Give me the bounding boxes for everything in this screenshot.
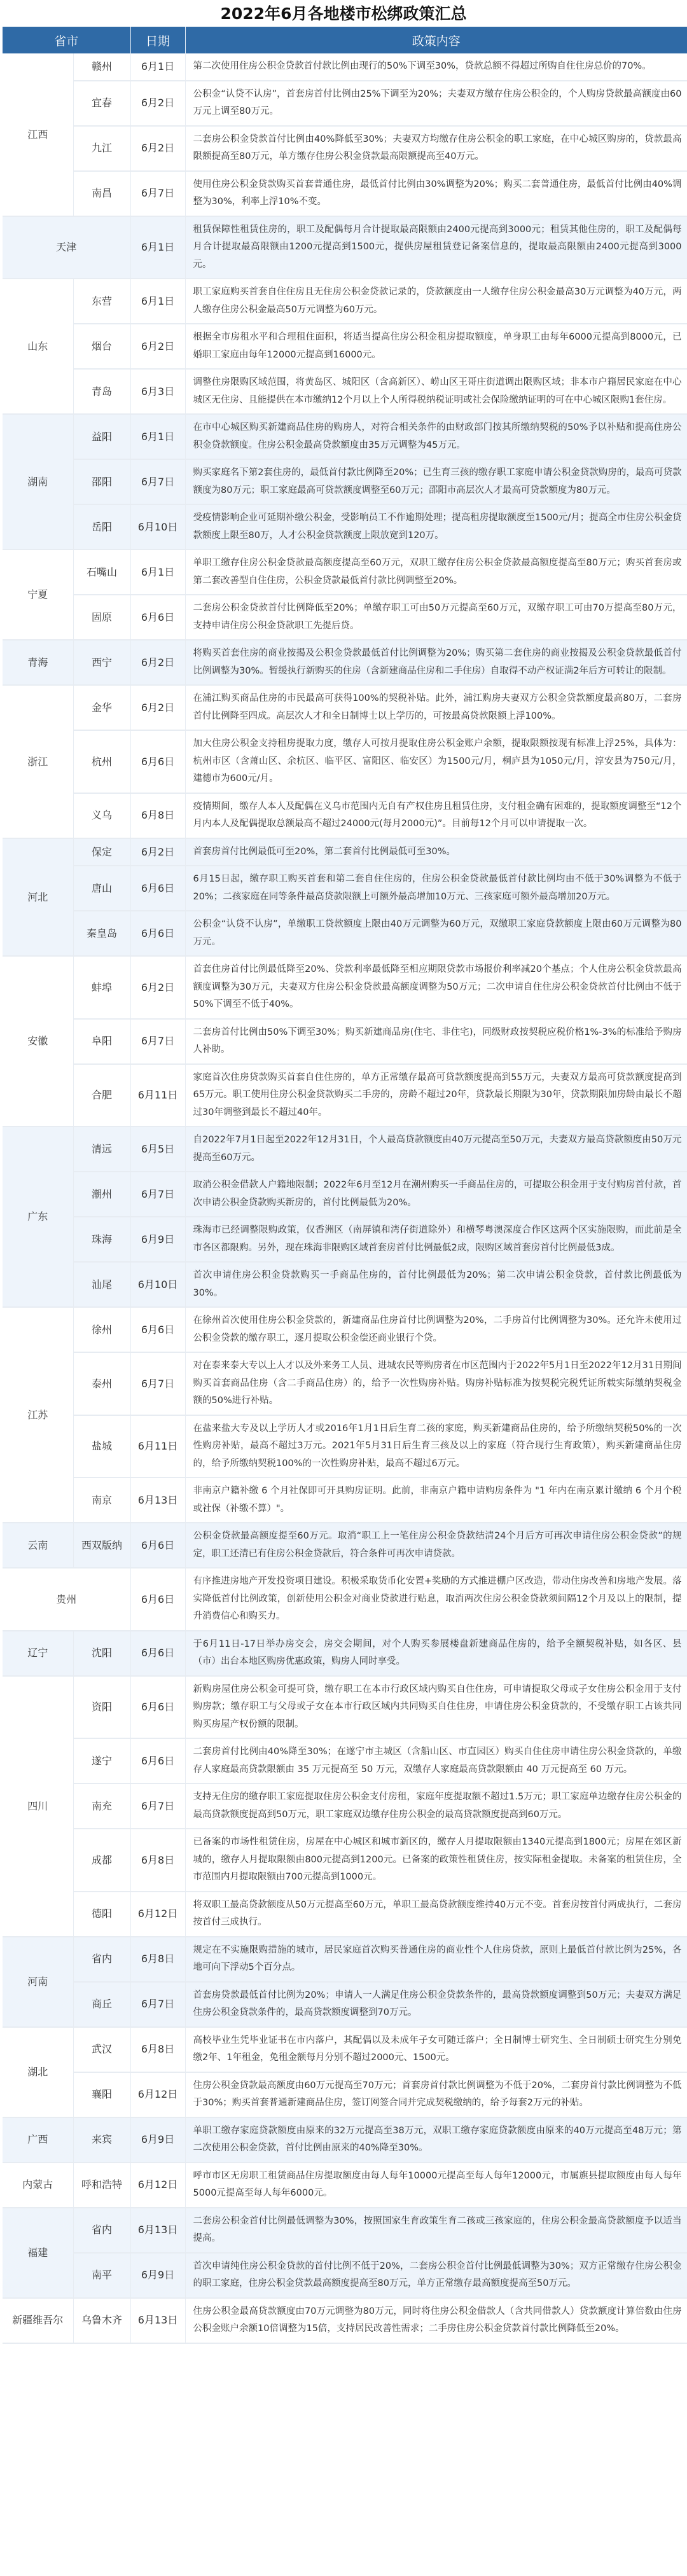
city-cell: 资阳 — [73, 1676, 130, 1739]
city-cell: 成都 — [73, 1829, 130, 1892]
page-title: 2022年6月各地楼市松绑政策汇总 — [220, 4, 467, 23]
city-cell: 南充 — [73, 1783, 130, 1829]
city-cell: 东营 — [73, 279, 130, 324]
table-row — [3, 279, 687, 324]
province-cell: 江苏 — [3, 1307, 73, 1523]
policy-content-cell: 购买家庭名下第2套住房的，最低首付款比例降至20%；已生育三孩的缴存职工家庭申请公积金贷款购房的，最高可贷款额度为80万元；职工家庭最高可贷款额度调整至60万元；邵阳市高层次人才最高可贷款额度为80万元。 — [185, 459, 687, 504]
table-row — [3, 838, 687, 866]
table-row — [3, 1262, 687, 1307]
table-row — [3, 550, 687, 595]
table-row — [3, 504, 687, 550]
table-row — [3, 730, 687, 793]
table-row — [3, 1415, 687, 1478]
city-cell: 武汉 — [73, 2027, 130, 2072]
table-row — [3, 1892, 687, 1937]
date-cell: 6月13日 — [130, 1478, 185, 1523]
province-cell: 青海 — [3, 640, 73, 685]
policy-content-cell: 将双职工最高贷款额度从50万元提高至60万元，单职工最高贷款额度维持40万元不变。首套房按首付两成执行，二套房按首付三成执行。 — [185, 1892, 687, 1937]
date-cell: 6月6日 — [130, 1307, 185, 1352]
policy-content-cell: 于6月11日-17日举办房交会，房交会期间，对个人购买参展楼盘新建商品住房的，给予全额契税补贴，如各区、县（市）出台本地区购房优惠政策，购房人同时享受。 — [185, 1631, 687, 1676]
policy-content-cell: 住房公积金最高贷款额度由70万元调整为80万元，同时将住房公积金借款人（含共同借款人）贷款额度计算倍数由住房公积金账户余额10倍调整为15倍，支持居民改善性需求；二手房住房公积金贷款首付款比例降低至20%。 — [185, 2298, 687, 2343]
date-cell: 6月12日 — [130, 2163, 185, 2208]
date-cell: 6月7日 — [130, 1172, 185, 1217]
date-cell: 6月9日 — [130, 1217, 185, 1262]
date-cell: 6月1日 — [130, 414, 185, 459]
city-cell: 省内 — [73, 2208, 130, 2253]
date-cell: 6月1日 — [130, 279, 185, 324]
date-cell: 6月2日 — [130, 685, 185, 730]
policy-content-cell: 受疫情影响企业可延期补缴公积金，受影响员工不作逾期处理；提高租房提取额度至1500元/月；提高全市住房公积金贷款额度上限至80万，人才公积金贷款额度上限放宽到120万。 — [185, 504, 687, 550]
table-row — [3, 595, 687, 640]
table-row — [3, 1738, 687, 1783]
city-cell: 赣州 — [73, 53, 130, 81]
date-cell: 6月6日 — [130, 1738, 185, 1783]
city-cell: 蚌埠 — [73, 956, 130, 1019]
province-cell: 宁夏 — [3, 550, 73, 640]
table-row — [3, 171, 687, 216]
table-row — [3, 2117, 687, 2163]
city-cell: 徐州 — [73, 1307, 130, 1352]
province-cell: 广西 — [3, 2117, 73, 2163]
province-cell: 天津 — [3, 216, 130, 279]
city-cell: 西宁 — [73, 640, 130, 685]
table-row — [3, 1307, 687, 1352]
city-cell: 汕尾 — [73, 1262, 130, 1307]
province-cell: 湖南 — [3, 414, 73, 550]
policy-content-cell: 有序推进房地产开发投资项目建设。积极采取货币化安置+奖励的方式推进棚户区改造，带动住房改善和房地产发展。落实降低首付比例政策，创新使用公积金对商业贷款进行贴息，取消两次住房公积金贷款须间隔12个月及以上的限制，提升消费信心和购买力。 — [185, 1568, 687, 1631]
policy-content-cell: 住房公积金贷款最高额度由60万元提高至70万元；首套房首付款比例调整为不低于20%，二套房首付款比例调整为不低于30%；购买首套普通新建商品住房，签订网签合同并完成契税缴纳的，给予每套2万元的补贴。 — [185, 2072, 687, 2117]
date-cell: 6月2日 — [130, 640, 185, 685]
date-cell: 6月9日 — [130, 2253, 185, 2298]
date-cell: 6月2日 — [130, 956, 185, 1019]
date-cell: 6月6日 — [130, 595, 185, 640]
policy-content-cell: 自2022年7月1日起至2022年12月31日，个人最高贷款额度由40万元提高至50万元，夫妻双方最高贷款额度由50万元提高至60万元。 — [185, 1126, 687, 1172]
date-cell: 6月6日 — [130, 911, 185, 956]
date-cell: 6月11日 — [130, 1064, 185, 1127]
province-cell: 安徽 — [3, 956, 73, 1126]
table-row — [3, 1352, 687, 1415]
city-cell: 泰州 — [73, 1352, 130, 1415]
policy-content-cell: 首次申请住房公积金贷款购买一手商品住房的，首付比例最低为20%；第二次申请公积金贷款，首付款比例最低为30%。 — [185, 1262, 687, 1307]
policy-content-cell: 根据全市房租水平和合理租住面积，将适当提高住房公积金租房提取额度，单身职工由每年6000元提高到8000元，已婚职工家庭由每年12000元提高到16000元。 — [185, 324, 687, 369]
table-row — [3, 911, 687, 956]
policy-content-cell: 第二次使用住房公积金贷款首付款比例由现行的50%下调至30%，贷款总额不得超过所购自住住房总价的70%。 — [185, 53, 687, 81]
city-cell: 清远 — [73, 1126, 130, 1172]
header-date: 日期 — [130, 27, 185, 53]
table-row — [3, 1676, 687, 1739]
policy-content-cell: 非南京户籍补缴 6 个月社保即可开具购房证明。此前，非南京户籍申请购房条件为 "1 年内在南京累计缴纳 6 个月个税或社保（补缴不算）"。 — [185, 1478, 687, 1523]
date-cell: 6月2日 — [130, 126, 185, 171]
table-row — [3, 793, 687, 838]
city-cell: 益阳 — [73, 414, 130, 459]
table-row — [3, 1937, 687, 1982]
policy-content-cell: 规定在不实施限购措施的城市，居民家庭首次购买普通住房的商业性个人住房贷款，原则上最低首付款比例为25%，各地可向下浮动5个百分点。 — [185, 1937, 687, 1982]
city-cell: 金华 — [73, 685, 130, 730]
city-cell: 省内 — [73, 1937, 130, 1982]
province-cell: 江西 — [3, 53, 73, 216]
date-cell: 6月6日 — [130, 1631, 185, 1676]
table-row — [3, 640, 687, 685]
date-cell: 6月11日 — [130, 1415, 185, 1478]
city-cell: 岳阳 — [73, 504, 130, 550]
city-cell: 乌鲁木齐 — [73, 2298, 130, 2343]
city-cell: 宜春 — [73, 81, 130, 126]
date-cell: 6月13日 — [130, 2298, 185, 2343]
city-cell: 南京 — [73, 1478, 130, 1523]
table-row — [3, 1217, 687, 1262]
city-cell: 阜阳 — [73, 1019, 130, 1064]
table-row — [3, 1829, 687, 1892]
date-cell: 6月7日 — [130, 1982, 185, 2027]
policy-content-cell: 对在泰来泰大专以上人才以及外来务工人员、进城农民等购房者在市区范围内于2022年5月1日至2022年12月31日期间购买首套商品住房（含二手商品住房）的，给予一次性购房补贴。购房补贴标准为按契税完税凭证所载实际缴纳契税金额的50%进行补贴。 — [185, 1352, 687, 1415]
date-cell: 6月8日 — [130, 2027, 185, 2072]
city-cell: 德阳 — [73, 1892, 130, 1937]
table-row — [3, 369, 687, 414]
policy-content-cell: 公积金贷款最高额度提至60万元。取消“职工上一笔住房公积金贷款结清24个月后方可再次申请住房公积金贷款”的规定，职工还清已有住房公积金贷款后，符合条件可再次申请贷款。 — [185, 1523, 687, 1568]
date-cell: 6月2日 — [130, 324, 185, 369]
table-row — [3, 81, 687, 126]
date-cell: 6月1日 — [130, 216, 185, 279]
date-cell: 6月10日 — [130, 1262, 185, 1307]
policy-content-cell: 二套房公积金贷款首付比例由40%降低至30%；夫妻双方均缴存住房公积金的职工家庭，在中心城区购房的，贷款最高限额提高至80万元，单方缴存住房公积金贷款最高限额提高至40万元。 — [185, 126, 687, 171]
policy-content-cell: 疫情期间，缴存人本人及配偶在义乌市范围内无自有产权住房且租赁住房，支付租金确有困难的，提取额度调整至“12个月内本人及配偶提取总额最高不超过24000元(每月2000元)”。目前每12个月可以申请提取一次。 — [185, 793, 687, 838]
policy-content-cell: 家庭首次住房贷款购买首套自住住房的，单方正常缴存最高可贷款额度提高到55万元，夫妻双方最高可贷款额度提高到65万元。职工使用住房公积金贷款购买二手房的，房龄不超过20年，贷款最长期限为30年，贷款期限加房龄由最长不超过30年调整到最长不超过40年。 — [185, 1064, 687, 1127]
date-cell: 6月1日 — [130, 550, 185, 595]
policy-content-cell: 公积金“认贷不认房”，首套房首付比例由25%下调至为20%；夫妻双方缴存住房公积金的，个人购房贷款最高额度由60万元上调至80万元。 — [185, 81, 687, 126]
policy-content-cell: 支持无住房的缴存职工家庭提取住房公积金支付房租，家庭年度提取额不超过1.5万元；职工家庭单边缴存住房公积金的最高贷款额度提高到50万元，职工家庭双边缴存住房公积金的最高贷款额度提高到60万元。 — [185, 1783, 687, 1829]
province-cell: 湖北 — [3, 2027, 73, 2117]
province-cell: 河北 — [3, 838, 73, 957]
policy-content-cell: 在盐来盐大专及以上学历人才或2016年1月1日后生育二孩的家庭，购买新建商品住房的，给予所缴纳契税50%的一次性购房补贴，最高不超过3万元。2021年5月31日后生育三孩及以上的家庭（符合现行生育政策），购买新建商品住房的，给予所缴纳契税100%的一次性购房补贴，最高不超过6万元。 — [185, 1415, 687, 1478]
policy-content-cell: 使用住房公积金贷款购买首套普通住房，最低首付比例由30%调整为20%；购买二套普通住房，最低首付比例由40%调整为30%，利率上浮10%不变。 — [185, 171, 687, 216]
policy-content-cell: 将购买首套住房的商业按揭及公积金贷款最低首付比例调整为20%；购买第二套住房的商业按揭及公积金贷款最低首付比例调整为30%。暂缓执行新购买的住房（含新建商品住房和二手住房）自取得不动产权证满2年后方可转让的限制。 — [185, 640, 687, 685]
date-cell: 6月5日 — [130, 1126, 185, 1172]
city-cell: 珠海 — [73, 1217, 130, 1262]
city-cell: 南平 — [73, 2253, 130, 2298]
date-cell: 6月2日 — [130, 81, 185, 126]
province-cell: 福建 — [3, 2208, 73, 2298]
table-row — [3, 685, 687, 730]
policy-content-cell: 首套房首付比例最低可至20%，第二套首付比例最低可至30%。 — [185, 838, 687, 866]
date-cell: 6月13日 — [130, 2208, 185, 2253]
policy-content-cell: 在徐州首次使用住房公积金贷款的，新建商品住房首付比例调整为20%，二手房首付比例调整为30%。还允许未使用过公积金贷款的缴存职工，逐月提取公积金偿还商业银行个贷。 — [185, 1307, 687, 1352]
policy-table — [3, 27, 687, 2344]
table-row — [3, 126, 687, 171]
city-cell: 西双版纳 — [73, 1523, 130, 1568]
policy-content-cell: 首次申请纯住房公积金贷款的首付比例不低于20%，二套房公积金首付比例最低调整为30%；双方正常缴存住房公积金的职工家庭，住房公积金贷款最高额度提高至80万元，单方正常缴存最高额度提高至50万元。 — [185, 2253, 687, 2298]
table-row — [3, 2072, 687, 2117]
date-cell: 6月6日 — [130, 866, 185, 911]
policy-content-cell: 首套住房首付比例最低降至20%、贷款利率最低降至相应期限贷款市场报价利率减20个基点；个人住房公积金贷款最高额度调整为30万元，夫妻双方住房公积金贷款最高额度调整为50万元；二次申请自住住房公积金贷款首付比例由不低于50%下调至不低于40%。 — [185, 956, 687, 1019]
policy-content-cell: 二套房公积金贷款首付比例降低至20%；单缴存职工可由50万元提高至60万元，双缴存职工可由70万提高至80万元，支持申请住房公积金贷款职工先提后贷。 — [185, 595, 687, 640]
province-cell: 云南 — [3, 1523, 73, 1568]
date-cell: 6月10日 — [130, 504, 185, 550]
date-cell: 6月8日 — [130, 1937, 185, 1982]
table-row — [3, 1982, 687, 2027]
header-province: 省市 — [3, 27, 130, 53]
city-cell: 来宾 — [73, 2117, 130, 2163]
bottom-divider — [0, 2344, 687, 2348]
city-cell: 襄阳 — [73, 2072, 130, 2117]
policy-content-cell: 职工家庭购买首套自住住房且无住房公积金贷款记录的，贷款额度由一人缴存住房公积金最高30万元调整为40万元，两人缴存住房公积金最高50万元调整为60万元。 — [185, 279, 687, 324]
policy-content-cell: 高校毕业生凭毕业证书在市内落户，其配偶以及未成年子女可随迁落户；全日制博士研究生、全日制硕士研究生分别免缴2年、1年租金，免租金额每月分别不超过2000元、1500元。 — [185, 2027, 687, 2072]
table-row — [3, 2298, 687, 2343]
table-row — [3, 2208, 687, 2253]
policy-content-cell: 取消公积金借款人户籍地限制；2022年6月至12月在潮州购买一手商品住房的，可提取公积金用于支付购房首付款，首次申请公积金贷款购买新房的，首付比例最低为20%。 — [185, 1172, 687, 1217]
table-row — [3, 2027, 687, 2072]
table-row — [3, 1064, 687, 1127]
policy-content-cell: 单职工缴存住房公积金贷款最高额度提高至60万元，双职工缴存住房公积金贷款最高额度提高至80万元；购买首套房或第二套改善型自住住房，公积金贷款最低首付款比例调整至20%。 — [185, 550, 687, 595]
table-row — [3, 459, 687, 504]
province-cell: 广东 — [3, 1126, 73, 1307]
table-row — [3, 866, 687, 911]
policy-content-cell: 调整住房限购区域范围，将黄岛区、城阳区（含高新区）、崂山区王哥庄街道调出限购区域；非本市户籍居民家庭在中心城区无住房、且能提供在本市缴纳12个月以上个人所得税纳税证明或社会保险缴纳证明的可在中心城区限购1套住房。 — [185, 369, 687, 414]
table-row — [3, 324, 687, 369]
city-cell: 商丘 — [73, 1982, 130, 2027]
date-cell: 6月7日 — [130, 459, 185, 504]
province-cell: 山东 — [3, 279, 73, 414]
table-row — [3, 2163, 687, 2208]
city-cell: 呼和浩特 — [73, 2163, 130, 2208]
date-cell: 6月7日 — [130, 171, 185, 216]
date-cell: 6月8日 — [130, 793, 185, 838]
policy-content-cell: 二套房首付比例由50%下调至30%；购买新建商品房(住宅、非住宅)，同级财政按契税应税价格1%-3%的标准给予购房人补助。 — [185, 1019, 687, 1064]
date-cell: 6月6日 — [130, 730, 185, 793]
table-row — [3, 53, 687, 81]
city-cell: 烟台 — [73, 324, 130, 369]
table-row — [3, 216, 687, 279]
province-cell: 贵州 — [3, 1568, 130, 1631]
table-row — [3, 1631, 687, 1676]
table-row — [3, 956, 687, 1019]
date-cell: 6月3日 — [130, 369, 185, 414]
policy-content-cell: 在浦江购买商品住房的市民最高可获得100%的契税补贴。此外，浦江购房夫妻双方公积金贷款额度最高80万，二套房首付比例降至四成。高层次人才和全日制博士以上学历的，可按最高贷款限额上浮100%。 — [185, 685, 687, 730]
policy-content-cell: 珠海市已经调整限购政策，仅香洲区（南屏镇和湾仔街道除外）和横琴粤澳深度合作区这两个区实施限购，而此前是全市各区都限购。另外，现在珠海非限购区域首套房首付比例最低2成，限购区域首套房首付比例最低3成。 — [185, 1217, 687, 1262]
date-cell: 6月12日 — [130, 2072, 185, 2117]
city-cell: 石嘴山 — [73, 550, 130, 595]
city-cell: 盐城 — [73, 1415, 130, 1478]
date-cell: 6月1日 — [130, 53, 185, 81]
province-cell: 河南 — [3, 1937, 73, 2027]
city-cell: 沈阳 — [73, 1631, 130, 1676]
province-cell: 内蒙古 — [3, 2163, 73, 2208]
city-cell: 义乌 — [73, 793, 130, 838]
province-cell: 四川 — [3, 1676, 73, 1937]
city-cell: 遂宁 — [73, 1738, 130, 1783]
city-cell: 潮州 — [73, 1172, 130, 1217]
policy-content-cell: 二套房公积金首付比例最低调整为30%，按照国家生育政策生育二孩或三孩家庭的，住房公积金最高贷款额度予以适当提高。 — [185, 2208, 687, 2253]
city-cell: 保定 — [73, 838, 130, 866]
date-cell: 6月7日 — [130, 1783, 185, 1829]
province-cell: 辽宁 — [3, 1631, 73, 1676]
date-cell: 6月6日 — [130, 1568, 185, 1631]
date-cell: 6月9日 — [130, 2117, 185, 2163]
city-cell: 秦皇岛 — [73, 911, 130, 956]
table-row — [3, 1019, 687, 1064]
header-content: 政策内容 — [185, 27, 687, 53]
table-row — [3, 414, 687, 459]
policy-content-cell: 呼市市区无房职工租赁商品住房提取额度由每人每年10000元提高至每人每年12000元，市属旗县提取额度由每人每年5000元提高至每人每年6000元。 — [185, 2163, 687, 2208]
city-cell: 合肥 — [73, 1064, 130, 1127]
table-row — [3, 1523, 687, 1568]
city-cell: 九江 — [73, 126, 130, 171]
policy-content-cell: 加大住房公积金支持租房提取力度，缴存人可按月提取住房公积金账户余额，提取限额按现有标准上浮25%，具体为：杭州市区（含萧山区、余杭区、临平区、富阳区、临安区）为1500元/月，桐庐县为1050元/月，淳安县为750元/月，建德市为600元/月。 — [185, 730, 687, 793]
date-cell: 6月8日 — [130, 1829, 185, 1892]
province-cell: 浙江 — [3, 685, 73, 838]
table-row — [3, 1568, 687, 1631]
date-cell: 6月7日 — [130, 1019, 185, 1064]
table-body — [3, 53, 687, 2343]
city-cell: 固原 — [73, 595, 130, 640]
policy-content-cell: 租赁保障性租赁住房的，职工及配偶每月合计提取最高限额由2400元提高到3000元；租赁其他住房的，职工及配偶每月合计提取最高限额由1200元提高到1500元，提供房屋租赁登记备案信息的，提取最高限额由2400元提高到3000元。 — [185, 216, 687, 279]
table-row — [3, 1478, 687, 1523]
policy-content-cell: 公积金“认贷不认房”，单缴职工贷款额度上限由40万元调整为60万元，双缴职工家庭贷款额度上限由60万元调整为80万元。 — [185, 911, 687, 956]
table-row — [3, 1126, 687, 1172]
city-cell: 唐山 — [73, 866, 130, 911]
table-header — [3, 27, 687, 53]
table-row — [3, 2253, 687, 2298]
policy-content-cell: 新购房屋住房公积金可提可贷，缴存职工在本市行政区域内购买自住住房，可申请提取父母或子女住房公积金用于支付购房款；缴存职工与父母或子女在本市行政区域内共同购买自住住房，申请住房公积金贷款的，不受缴存职工占该共同购买房屋产权份额的限制。 — [185, 1676, 687, 1739]
table-row — [3, 1172, 687, 1217]
date-cell: 6月12日 — [130, 1892, 185, 1937]
policy-content-cell: 在市中心城区购买新建商品住房的购房人，对符合相关条件的由财政部门按其所缴纳契税的50%予以补贴和提高住房公积金贷款额度。住房公积金最高贷款额度由35万元调整为45万元。 — [185, 414, 687, 459]
policy-content-cell: 6月15日起，缴存职工购买首套和第二套自住住房的，住房公积金贷款最低首付款比例均由不低于30%调整为不低于20%；二孩家庭在同等条件最高贷款限额上可额外最高增加10万元、三孩家庭可额外最高增加20万元。 — [185, 866, 687, 911]
policy-content-cell: 单职工缴存家庭贷款额度由原来的32万元提高至38万元，双职工缴存家庭贷款额度由原来的40万元提高至48万元；第二次使用公积金贷款，首付比例由原来的40%降至30%。 — [185, 2117, 687, 2163]
policy-content-cell: 已备案的市场性租赁住房，房屋在中心城区和城市新区的，缴存人月提取限额由1340元提高到1800元；房屋在郊区新城的，缴存人月提取限额由800元提高到1200元。已备案的政策性租赁住房，按实际租金提取。未备案的租赁住房，全市范围内月提取限额由700元提高到1000元。 — [185, 1829, 687, 1892]
policy-content-cell: 二套房首付比例由40%降至30%；在遂宁市主城区（含船山区、市直园区）购买自住住房申请住房公积金贷款的，单缴存人家庭最高贷款限额由 35 万元提高至 50 万元，双缴存人家庭最高贷款限额由 40 万元提高至 60 万元。 — [185, 1738, 687, 1783]
table-row — [3, 1783, 687, 1829]
date-cell: 6月6日 — [130, 1676, 185, 1739]
city-cell: 青岛 — [73, 369, 130, 414]
date-cell: 6月2日 — [130, 838, 185, 866]
date-cell: 6月6日 — [130, 1523, 185, 1568]
city-cell: 南昌 — [73, 171, 130, 216]
city-cell: 邵阳 — [73, 459, 130, 504]
province-cell: 新疆维吾尔 — [3, 2298, 73, 2343]
city-cell: 杭州 — [73, 730, 130, 793]
policy-content-cell: 首套房贷款最低首付比例为20%；申请人一人满足住房公积金贷款条件的，最高贷款额度调整到50万元；夫妻双方满足住房公积金贷款条件的，最高贷款额度调整到70万元。 — [185, 1982, 687, 2027]
date-cell: 6月7日 — [130, 1352, 185, 1415]
